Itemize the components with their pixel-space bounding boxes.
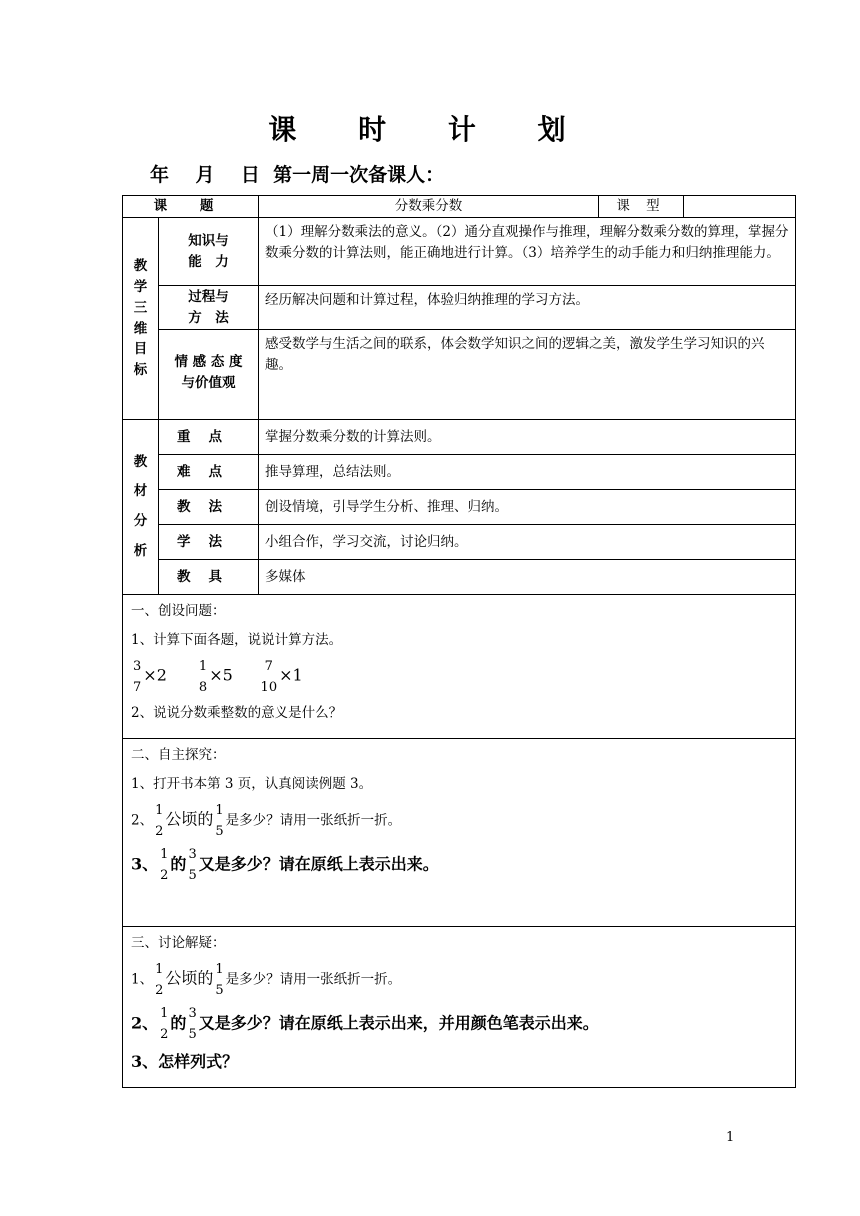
section-discussion bbox=[123, 927, 796, 1088]
goals-side-label: 教 学 三 维 目 标 bbox=[123, 218, 159, 420]
fraction: 3 5 bbox=[188, 846, 197, 883]
fraction: 1 2 bbox=[155, 802, 164, 839]
section-create-problem bbox=[123, 595, 796, 739]
analysis-text-tools: 多媒体 bbox=[259, 560, 796, 595]
goal-row-knowledge bbox=[123, 218, 796, 286]
fraction: 7 10 bbox=[260, 658, 278, 695]
fraction: 1 8 bbox=[198, 658, 208, 695]
lesson-plan-table bbox=[122, 195, 796, 1088]
section3-heading: 三、讨论解疑： bbox=[131, 935, 226, 951]
lesson-type-label: 课 型 bbox=[599, 196, 684, 218]
section2-q1: 1、打开书本第 3 页，认真阅读例题 3。 bbox=[131, 775, 373, 792]
goal-row-process bbox=[123, 286, 796, 330]
goal-text-process: 经历解决问题和计算过程，体验归纳推理的学习方法。 bbox=[259, 286, 796, 330]
goal-label-knowledge: 知识与 能 力 bbox=[159, 218, 259, 286]
fraction: 1 5 bbox=[215, 961, 224, 998]
section2-q2: 2、 1 2 公顷的 1 5 是多少？请用一张纸折一折。 bbox=[131, 802, 402, 839]
page-number: 1 bbox=[726, 1130, 735, 1145]
analysis-label-teaching: 教法 bbox=[159, 490, 259, 525]
analysis-row-difficulty bbox=[123, 455, 796, 490]
fraction: 1 2 bbox=[155, 961, 164, 998]
section1-heading: 一、创设问题： bbox=[131, 603, 226, 619]
analysis-text-key: 掌握分数乘分数的计算法则。 bbox=[259, 420, 796, 455]
analysis-text-learning: 小组合作，学习交流，讨论归纳。 bbox=[259, 525, 796, 560]
analysis-label-tools: 教具 bbox=[159, 560, 259, 595]
topic-label: 课 题 bbox=[123, 196, 259, 218]
section2-heading: 二、自主探究： bbox=[131, 747, 226, 763]
analysis-row-tools bbox=[123, 560, 796, 595]
section2-q3: 3、 1 2 的 3 5 又是多少？请在原纸上表示出来。 bbox=[131, 846, 439, 883]
section1-q1: 1、计算下面各题，说说计算方法。 bbox=[131, 631, 343, 648]
analysis-side-label: 教 材 分 析 bbox=[123, 420, 159, 595]
fraction: 1 5 bbox=[215, 802, 224, 839]
date-line: 年 月 日 第一周一次备课人： bbox=[150, 164, 445, 186]
analysis-row-learning bbox=[123, 525, 796, 560]
section1-expressions: 3 7 ×2 1 8 ×5 7 10 ×1 bbox=[133, 658, 303, 695]
analysis-text-difficulty: 推导算理，总结法则。 bbox=[259, 455, 796, 490]
fraction: 1 2 bbox=[160, 846, 169, 883]
section-self-explore bbox=[123, 739, 796, 927]
fraction: 3 7 bbox=[133, 658, 142, 695]
fraction: 1 2 bbox=[160, 1005, 169, 1042]
analysis-text-teaching: 创设情境，引导学生分析、推理、归纳。 bbox=[259, 490, 796, 525]
goal-row-attitude bbox=[123, 330, 796, 420]
lesson-type-value bbox=[684, 196, 796, 218]
section3-q2: 2、 1 2 的 3 5 又是多少？请在原纸上表示出来，并用颜色笔表示出来。 bbox=[131, 1005, 599, 1042]
analysis-label-difficulty: 难点 bbox=[159, 455, 259, 490]
analysis-label-learning: 学法 bbox=[159, 525, 259, 560]
section3-q1: 1、 1 2 公顷的 1 5 是多少？请用一张纸折一折。 bbox=[131, 961, 402, 998]
page-title: 课 时 计 划 bbox=[268, 113, 592, 146]
fraction: 3 5 bbox=[188, 1005, 197, 1042]
analysis-row-teaching bbox=[123, 490, 796, 525]
goal-text-attitude: 感受数学与生活之间的联系，体会数学知识之间的逻辑之美，激发学生学习知识的兴趣。 bbox=[259, 330, 796, 420]
goal-text-knowledge: （1）理解分数乘法的意义。（2）通分直观操作与推理，理解分数乘分数的算理，掌握分数乘分数的计算法则，能正确地进行计算。（3）培养学生的动手能力和归纳推理能力。 bbox=[259, 218, 796, 286]
topic-row bbox=[123, 196, 796, 218]
analysis-label-key: 重点 bbox=[159, 420, 259, 455]
goal-label-attitude: 情 感 态 度 与价值观 bbox=[159, 330, 259, 420]
topic-value: 分数乘分数 bbox=[259, 196, 599, 218]
goal-label-process: 过程与 方 法 bbox=[159, 286, 259, 330]
section3-q3: 3、怎样列式？ bbox=[131, 1051, 239, 1071]
analysis-row-key bbox=[123, 420, 796, 455]
section1-q2: 2、说说分数乘整数的意义是什么？ bbox=[131, 704, 343, 721]
